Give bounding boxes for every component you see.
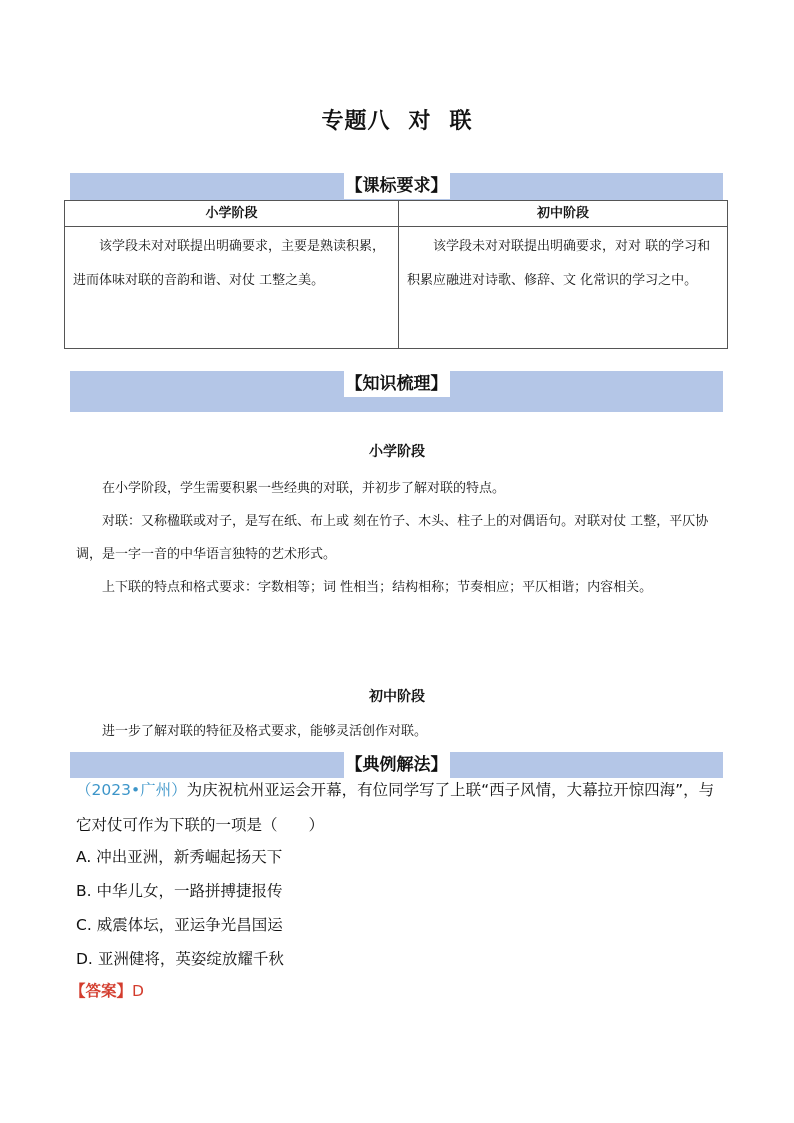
question-text: 为庆祝杭州亚运会开幕，有位同学写了上联“西子风情，大幕拉开惊四海”，与它对仗可作为下联的一项是（ ） [76, 781, 715, 834]
option-text: 亚洲健将，英姿绽放耀千秋 [97, 950, 284, 968]
section-banner-knowledge [70, 371, 723, 412]
banner-label [344, 371, 450, 397]
table-row [65, 227, 728, 349]
subheading-middle: 初中阶段 [369, 689, 425, 705]
question-source: （2023•广州） [76, 781, 187, 799]
option-letter: B. [76, 882, 92, 900]
option-b [76, 874, 283, 908]
paragraph-couplet-definition: 对联：又称楹联或对子，是写在纸、布上或 刻在竹子、木头、柱子上的对偶语句。对联对仗 工整，平仄协调，是一字一音的中华语言独特的艺术形式。 [76, 514, 709, 562]
paragraph-middle: 进一步了解对联的特征及格式要求，能够灵活创作对联。 [102, 724, 428, 739]
table-header-row [65, 201, 728, 227]
option-letter: C. [76, 916, 92, 934]
title-part-3: 联 [449, 109, 473, 134]
curriculum-table [64, 200, 728, 349]
banner-text: 【典例解法】 [345, 755, 448, 775]
option-text: 冲出亚洲，新秀崛起扬天下 [96, 848, 283, 866]
banner-text: 【课标要求】 [345, 176, 448, 196]
subheading-primary: 小学阶段 [369, 444, 425, 460]
page-title [0, 104, 794, 135]
example-question [76, 773, 726, 843]
cell-middle-requirement: 该学段未对对联提出明确要求，对对 联的学习和积累应融进对诗歌、修辞、文 化常识的学习之中。 [399, 227, 728, 349]
paragraph-couplet-rules: 上下联的特点和格式要求：字数相等；词 性相当；结构相称；节奏相应；平仄相谐；内容相关。 [102, 580, 653, 595]
title-part-2: 对 [408, 109, 432, 134]
cell-primary-requirement: 该学段未对对联提出明确要求，主要是熟读积累，进而体味对联的音韵和谐、对仗 工整之美。 [65, 227, 399, 349]
option-a [76, 840, 282, 874]
option-letter: D. [76, 950, 93, 968]
option-text: 威震体坛，亚运争光昌国运 [96, 916, 283, 934]
option-letter: A. [76, 848, 92, 866]
answer-value: D [132, 982, 144, 1000]
title-part-1: 专题八 [321, 109, 391, 134]
column-header-middle: 初中阶段 [399, 201, 728, 227]
option-d [76, 942, 284, 976]
column-header-primary: 小学阶段 [65, 201, 399, 227]
answer-label: 【答案】 [70, 982, 133, 1000]
option-c [76, 908, 283, 942]
option-text: 中华儿女，一路拼搏捷报传 [96, 882, 283, 900]
paragraph-primary-intro: 在小学阶段，学生需要积累一些经典的对联，并初步了解对联的特点。 [102, 481, 506, 496]
banner-text: 【知识梳理】 [345, 374, 448, 394]
banner-label [344, 173, 450, 199]
answer-line [70, 976, 144, 1006]
section-banner-curriculum [70, 173, 723, 200]
